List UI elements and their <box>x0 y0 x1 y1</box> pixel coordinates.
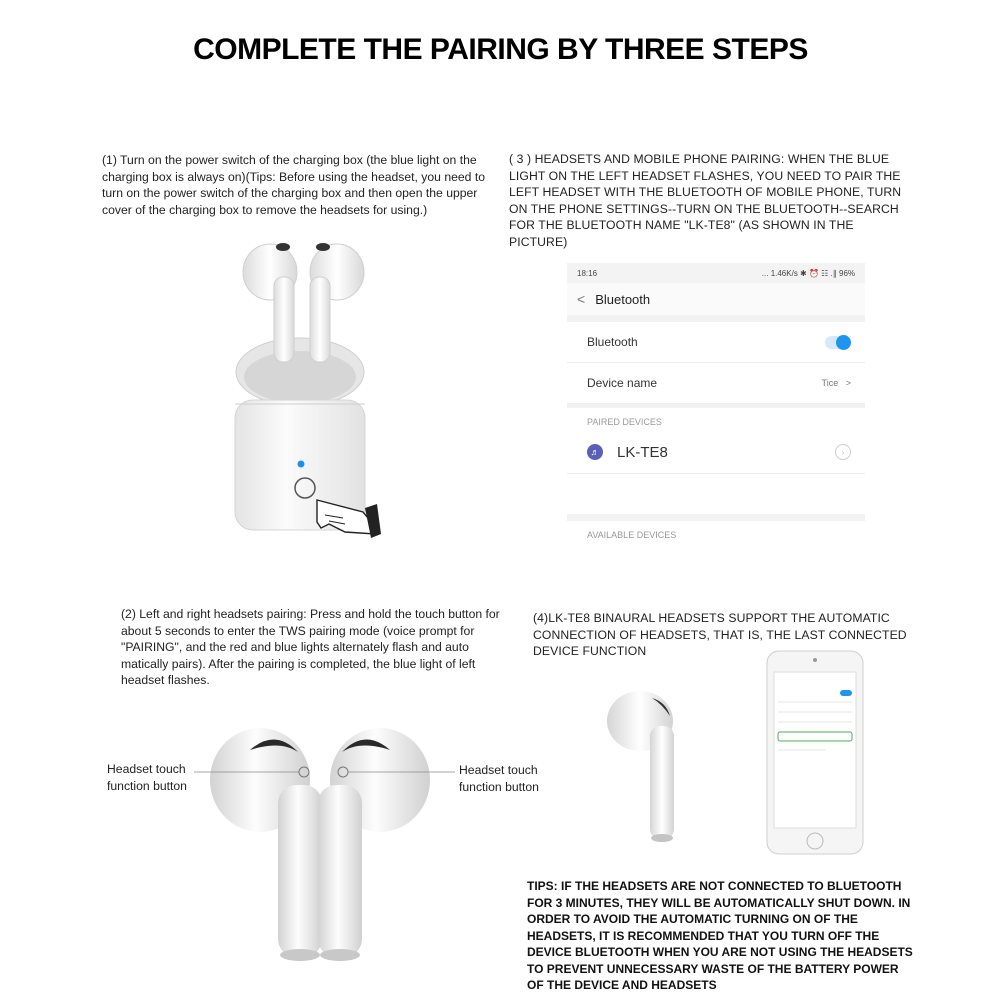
chevron-right-icon: > <box>845 378 851 388</box>
back-icon[interactable]: < <box>577 291 586 307</box>
step-2-text: (2) Left and right headsets pairing: Press and hold the touch button for about 5 seconds to enter the TWS pairing mode (voice prompt for "PAIRING", and the red and blue lights alternately flash and auto matically pairs). After the pairing is completed, the blue light of left headset flashes. <box>121 607 500 687</box>
bluetooth-label: Bluetooth <box>587 335 638 349</box>
device-name-value: Tice <box>821 378 839 388</box>
device-name-row[interactable] <box>567 363 865 404</box>
screen-header-title: Bluetooth <box>595 291 651 307</box>
device-name-label: Device name <box>587 376 658 390</box>
screen-header <box>567 283 865 315</box>
status-bar <box>567 263 865 283</box>
charging-case-illustration <box>225 232 395 542</box>
paired-device-name: LK-TE8 <box>617 443 668 461</box>
callout-right: Headset touch function button <box>459 763 539 794</box>
available-devices-header: AVAILABLE DEVICES <box>587 530 677 540</box>
single-earbud-illustration <box>600 688 690 848</box>
paired-device-row[interactable] <box>567 431 865 474</box>
bluetooth-toggle-row[interactable] <box>567 322 865 363</box>
paired-devices-header: PAIRED DEVICES <box>587 417 662 427</box>
smartphone-illustration <box>766 650 864 855</box>
tips-text: TIPS: IF THE HEADSETS ARE NOT CONNECTED TO BLUETOOTH FOR 3 MINUTES, THEY WILL BE AUTOMATICALLY SHUT DOWN. IN ORDER TO AVOID THE AUTOMATIC TURNING ON OF THE HEADSETS, IT IS RECOMMENDED THAT YOU TURN OFF THE DEVICE BLUETOOTH WHEN YOU ARE NOT USING THE HEADSETS TO PREVENT UNNECESSARY WASTE OF THE BATTERY POWER OF THE DEVICE AND HEADSETS <box>527 879 913 992</box>
step-1-text: (1) Turn on the power switch of the charging box (the blue light on the charging box is always on)(Tips: Before using the headset, you need to turn on the power switch of the charging box and then open the upper cover of the charging box to remove the headsets for using.) <box>102 153 486 217</box>
callout-left: Headset touch function button <box>107 762 187 793</box>
bluetooth-settings-screen <box>567 263 865 546</box>
headphones-icon: ♬ <box>587 444 603 460</box>
earbuds-illustration <box>180 720 460 970</box>
step-4-text: (4)LK-TE8 BINAURAL HEADSETS SUPPORT THE AUTOMATIC CONNECTION OF HEADSETS, THAT IS, THE LAST CONNECTED DEVICE FUNCTION <box>533 611 907 658</box>
step-3-text: ( 3 ) HEADSETS AND MOBILE PHONE PAIRING: WHEN THE BLUE LIGHT ON THE LEFT HEADSET FLASHES, YOU NEED TO PAIR THE LEFT HEADSET WITH THE BLUETOOTH OF MOBILE PHONE, TURN ON THE PHONE SETTINGS--TURN ON THE BLUETOOTH--SEARCH FOR THE BLUETOOTH NAME "LK-TE8" (AS SHOWN IN THE PICTURE) <box>509 152 902 249</box>
status-icons: ... 1.46K/s ✱ ⏰ ☷ .∥ 96% <box>761 268 855 278</box>
page-title: COMPLETE THE PAIRING BY THREE STEPS <box>193 33 808 66</box>
bluetooth-toggle[interactable] <box>825 336 851 349</box>
info-icon[interactable]: › <box>835 444 851 460</box>
status-time: 18:16 <box>577 268 598 278</box>
